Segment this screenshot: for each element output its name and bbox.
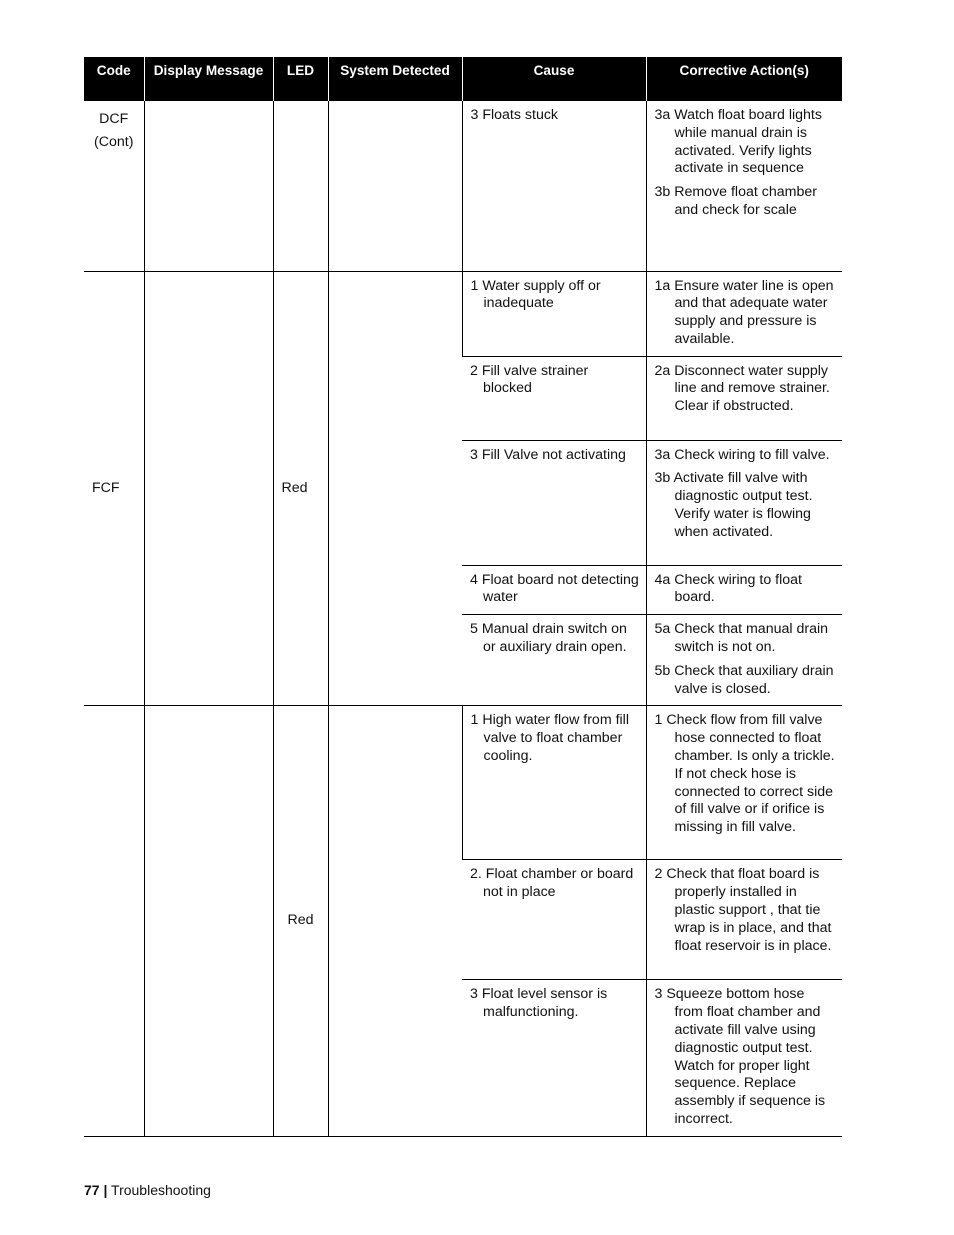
column-header-cause: Cause — [462, 57, 646, 101]
action-text: 1 Check flow from fill valve hose connected to float chamber. Is only a trickle. If not check hose is connected to correct side of fill valve or if orifice is missing in fill valve. — [654, 712, 835, 836]
troubleshooting-table — [84, 57, 842, 1137]
cause-text: 1 High water flow from fill valve to float chamber cooling. — [470, 712, 629, 765]
cause-cell — [462, 980, 646, 1136]
cause-cell — [462, 271, 646, 356]
actions-cell — [646, 440, 842, 565]
cause-cell — [462, 565, 646, 615]
cause-text: 1 Water supply off or inadequate — [470, 277, 601, 312]
cause-cell — [462, 101, 646, 271]
table-row — [84, 271, 842, 356]
table-header-row — [84, 57, 842, 101]
table-body — [84, 101, 842, 1136]
actions-cell — [646, 356, 842, 440]
cause-cell — [462, 615, 646, 706]
column-header-display-message: Display Message — [144, 57, 273, 101]
action-text: 5a Check that manual drain switch is not on. — [654, 621, 829, 656]
cause-text: 3 Fill Valve not activating — [470, 446, 626, 463]
actions-cell — [646, 706, 842, 860]
action-text: 2a Disconnect water supply line and remove strainer. Clear if obstructed. — [654, 362, 830, 415]
action-text: 3 Squeeze bottom hose from float chamber and activate fill valve using diagnostic output test. Watch for proper light sequence. Replace assembly if sequence is incorrect. — [654, 986, 826, 1128]
actions-cell — [646, 615, 842, 706]
code-cell — [84, 101, 144, 271]
led-value: Red — [287, 912, 314, 929]
action-text: 3b Remove float chamber and check for scale — [654, 184, 817, 218]
cause-cell — [462, 440, 646, 565]
system-detected-cell — [328, 101, 462, 271]
table-row — [84, 706, 842, 860]
cause-cell — [462, 356, 646, 440]
display-message-cell — [144, 271, 273, 706]
display-message-cell — [144, 101, 273, 271]
code-cell — [84, 706, 144, 1136]
code-value: DCF — [99, 111, 129, 127]
page-footer — [84, 1182, 211, 1198]
actions-cell — [646, 860, 842, 980]
cause-text: 2. Float chamber or board not in place — [470, 866, 634, 901]
display-message-cell — [144, 706, 273, 1136]
action-text: 5b Check that auxiliary drain valve is closed. — [654, 662, 834, 697]
led-cell — [273, 271, 328, 706]
footer-section-title: Troubleshooting — [111, 1182, 211, 1198]
cause-text: 4 Float board not detecting water — [470, 571, 639, 606]
column-header-code: Code — [84, 57, 144, 101]
action-text: 3b Activate fill valve with diagnostic output test. Verify water is flowing when activated. — [654, 470, 813, 540]
cause-text: 2 Fill valve strainer blocked — [470, 362, 589, 397]
actions-cell — [646, 101, 842, 271]
system-detected-cell — [328, 271, 462, 706]
code-value: FCF — [92, 479, 120, 496]
code-subtext: (Cont) — [94, 134, 134, 150]
column-header-led: LED — [273, 57, 328, 101]
cause-text: 3 Float level sensor is malfunctioning. — [470, 986, 608, 1021]
cause-cell — [462, 860, 646, 980]
actions-cell — [646, 980, 842, 1136]
column-header-corrective-actions: Corrective Action(s) — [646, 57, 842, 101]
action-text: 2 Check that float board is properly installed in plastic support , that tie wrap is in place, and that float reservoir is in place. — [654, 866, 832, 954]
actions-cell — [646, 271, 842, 356]
system-detected-cell — [328, 706, 462, 1136]
action-text: 3a Watch float board lights while manual drain is activated. Verify lights activate in sequence — [654, 107, 822, 177]
footer-separator: | — [103, 1182, 108, 1198]
cause-text: 3 Floats stuck — [470, 107, 559, 123]
column-header-system-detected: System Detected — [328, 57, 462, 101]
led-value: Red — [281, 479, 308, 496]
actions-cell — [646, 565, 842, 615]
cause-cell — [462, 706, 646, 860]
led-cell — [273, 706, 328, 1136]
page-number: 77 — [84, 1182, 100, 1198]
table-row — [84, 101, 842, 271]
action-text: 1a Ensure water line is open and that adequate water supply and pressure is available. — [654, 277, 834, 347]
action-text: 3a Check wiring to fill valve. — [654, 446, 830, 463]
cause-text: 5 Manual drain switch on or auxiliary drain open. — [470, 621, 627, 656]
led-cell — [273, 101, 328, 271]
code-cell — [84, 271, 144, 706]
action-text: 4a Check wiring to float board. — [654, 571, 802, 606]
